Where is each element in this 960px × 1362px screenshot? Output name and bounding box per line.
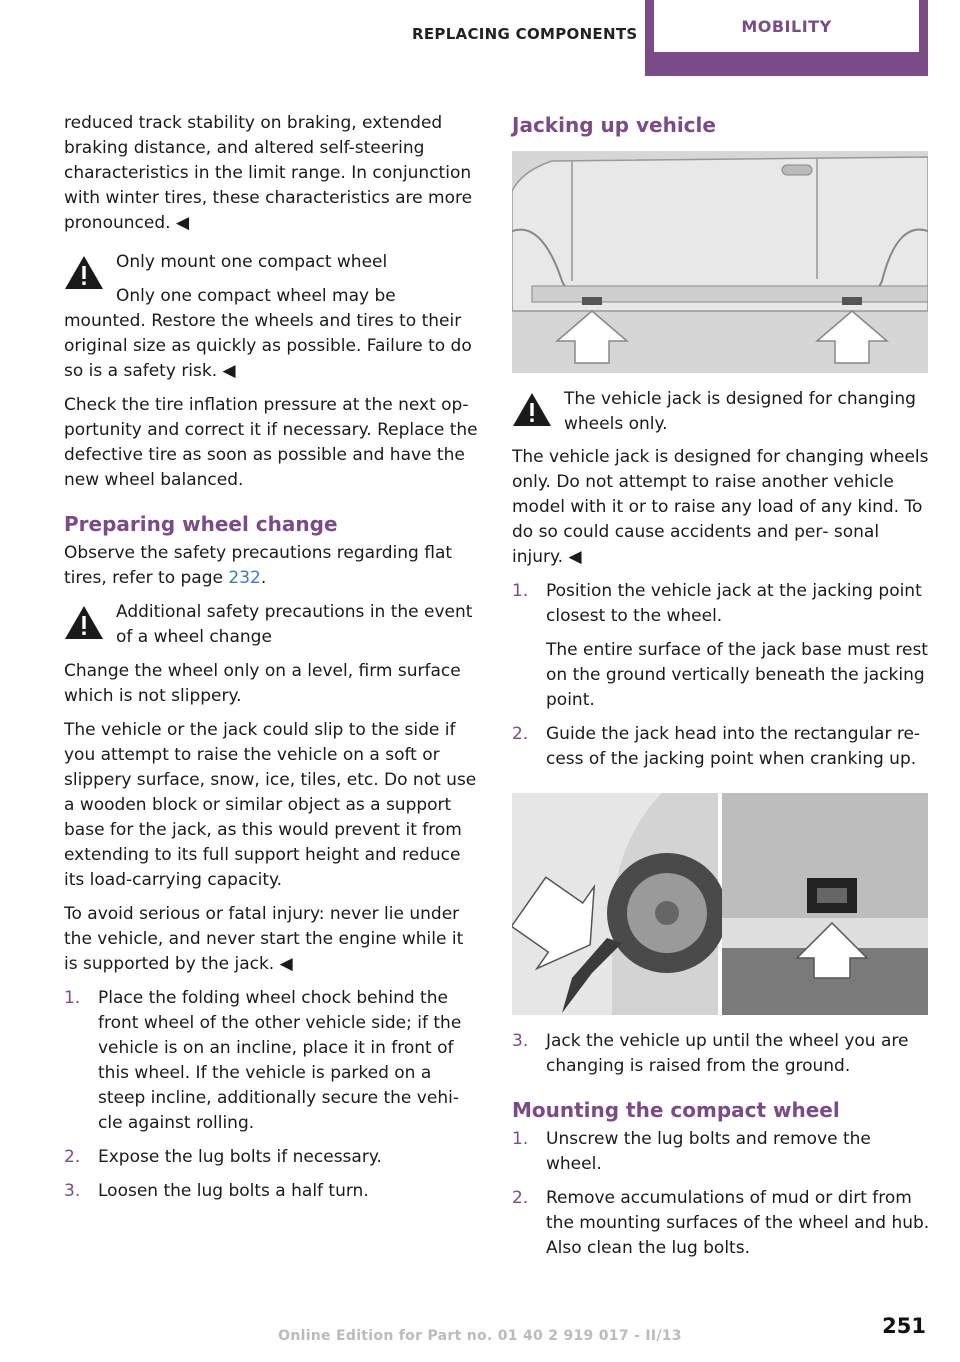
warning-compact-wheel bbox=[64, 250, 478, 275]
end-mark-icon: ◀ bbox=[279, 954, 293, 974]
warning-icon bbox=[64, 255, 104, 290]
warning-paragraph: To avoid serious or fatal injury: never lie under the vehicle, and never start the engine while it is supported by the jack. ◀ bbox=[64, 904, 464, 974]
page-number: 251 bbox=[882, 1314, 926, 1338]
mounting-steps bbox=[512, 1127, 930, 1261]
right-column bbox=[512, 111, 930, 1270]
warning-body: Only one compact wheel may be mounted. Restore the wheels and tires to their original size as quickly as possible. Failure to do so is a safety risk. ◀ bbox=[64, 286, 472, 381]
section-title: REPLACING COMPONENTS bbox=[412, 25, 638, 43]
warning-additional-safety bbox=[64, 600, 478, 650]
heading-jacking-up-vehicle: Jacking up vehicle bbox=[512, 113, 716, 137]
end-mark-icon: ◀ bbox=[175, 213, 190, 233]
list-item: 3. Jack the vehicle up until the wheel you are changing is raised from the ground. bbox=[512, 1031, 909, 1076]
jacking-steps-continued bbox=[512, 1029, 930, 1079]
warning-jack bbox=[512, 387, 930, 437]
warning-title: The vehicle jack is designed for changing wheels only. bbox=[564, 389, 916, 434]
chapter-tab bbox=[645, 0, 928, 76]
list-item: 3. Loosen the lug bolts a half turn. bbox=[64, 1181, 369, 1201]
list-item: 2. Remove accumulations of mud or dirt from the mounting surfaces of the wheel and hub. Also clean the lug bolts. bbox=[512, 1188, 930, 1258]
heading-preparing-wheel-change: Preparing wheel change bbox=[64, 512, 338, 536]
check-paragraph: Check the tire inflation pressure at the next op‐ portunity and correct it if necessary. Replace the defective tire as soon as possible and have the new wheel balanced. bbox=[64, 395, 478, 490]
list-item: 1. Unscrew the lug bolts and remove the wheel. bbox=[512, 1129, 871, 1174]
list-item: 1. Position the vehicle jack at the jacking point closest to the wheel. The entire surface of the jack base must rest on the ground vertically beneath the jacking point. bbox=[512, 581, 928, 710]
jacking-points-illustration bbox=[512, 151, 928, 373]
chapter-tab-label: MOBILITY bbox=[741, 16, 832, 36]
preparation-steps bbox=[64, 986, 478, 1204]
page-link[interactable]: 232 bbox=[228, 568, 261, 588]
heading-mounting-compact-wheel: Mounting the compact wheel bbox=[512, 1098, 840, 1122]
end-mark-icon: ◀ bbox=[222, 361, 236, 381]
warning-paragraph: The vehicle or the jack could slip to the side if you attempt to raise the vehicle on a soft or slippery surface, snow, ice, tiles, etc. Do not use a wooden block or similar object as a support base for the jack, as this would prevent it from extending to its full support height and reduce its load-carrying capacity. bbox=[64, 720, 477, 890]
observe-paragraph: Observe the safety precautions regarding flat tires, refer to page 232. bbox=[64, 543, 453, 588]
warning-icon bbox=[64, 605, 104, 640]
list-item: 2. Expose the lug bolts if necessary. bbox=[64, 1147, 382, 1167]
list-item: 2. Guide the jack head into the rectangular re‐ cess of the jacking point when cranking up. bbox=[512, 724, 921, 769]
jacking-steps bbox=[512, 579, 930, 772]
end-mark-icon: ◀ bbox=[568, 547, 582, 567]
warning-paragraph: Change the wheel only on a level, firm surface which is not slippery. bbox=[64, 661, 461, 706]
edition-footer: Online Edition for Part no. 01 40 2 919 017 - II/13 bbox=[278, 1328, 682, 1344]
list-item: 1. Place the folding wheel chock behind the front wheel of the other vehicle side; if the vehicle is on an incline, place it in front of this wheel. If the vehicle is parked on a steep incline, additionally secure the vehi‐ cle against rolling. bbox=[64, 988, 462, 1133]
warning-icon bbox=[512, 392, 552, 427]
jack-placement-illustration bbox=[512, 793, 928, 1015]
left-column bbox=[64, 111, 478, 1213]
intro-paragraph: reduced track stability on braking, extended braking distance, and altered self-steering characteristics in the limit range. In conjunction with winter tires, these characteristics are more pronounced. ◀ bbox=[64, 113, 473, 233]
warning-body: The vehicle jack is designed for changing wheels only. Do not attempt to raise another vehicle model with it or to raise any load of any kind. To do so could cause accidents and per‐ sonal injury. ◀ bbox=[512, 447, 929, 567]
warning-title: Additional safety precautions in the event of a wheel change bbox=[116, 602, 473, 647]
warning-title: Only mount one compact wheel bbox=[116, 252, 388, 272]
